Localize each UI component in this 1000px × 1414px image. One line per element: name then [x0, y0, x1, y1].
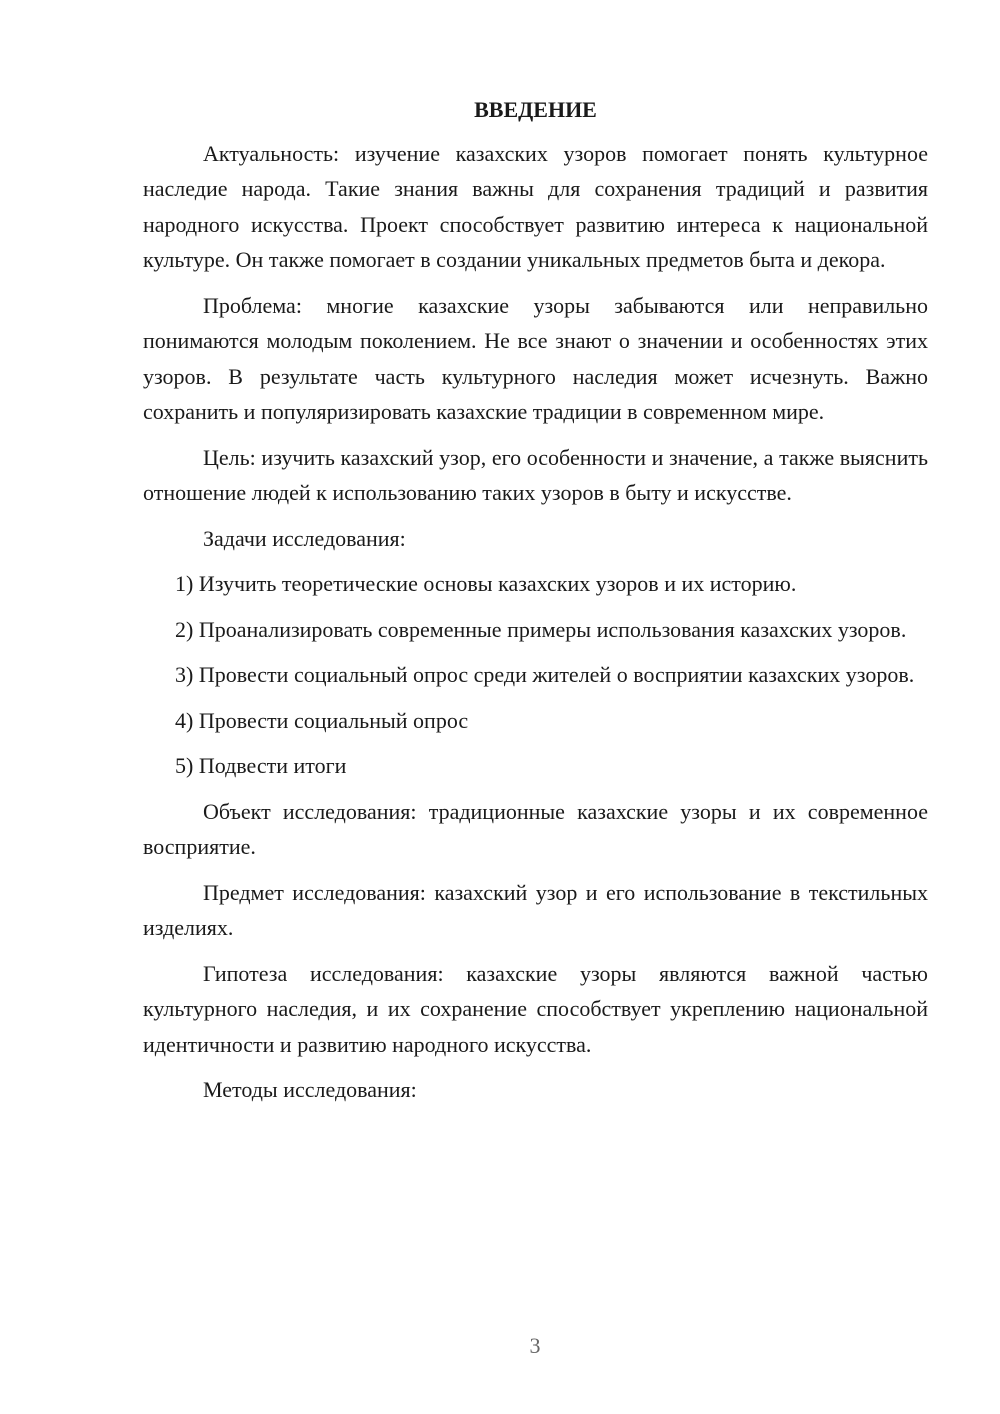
problem-paragraph: Проблема: многие казахские узоры забываются или неправильно понимаются молодым поколением. Не все знают о значении и особенностях этих узоров. В результате часть культурного наследия может исчезнуть. Важно сохранить и популяризировать казахские традиции в современном мире.: [143, 292, 928, 424]
goal-paragraph: Цель: изучить казахский узор, его особенности и значение, а также выяснить отношение людей к использованию таких узоров в быту и искусстве.: [143, 444, 928, 505]
task-item: 1) Изучить теоретические основы казахских узоров и их историю.: [175, 571, 797, 596]
object-paragraph: Объект исследования: традиционные казахские узоры и их современное восприятие.: [143, 798, 928, 859]
page-number: 3: [529, 1333, 541, 1358]
tasks-heading: Задачи исследования:: [203, 525, 406, 551]
subject-paragraph: Предмет исследования: казахский узор и его использование в текстильных изделиях.: [143, 879, 928, 940]
task-item: 3) Провести социальный опрос среди жителей о восприятии казахских узоров.: [175, 662, 915, 687]
hypothesis-paragraph: Гипотеза исследования: казахские узоры являются важной частью культурного наследия, и их сохранение способствует укреплению национальной идентичности и развитию народного искусства.: [143, 960, 928, 1057]
relevance-paragraph: Актуальность: изучение казахских узоров помогает понять культурное наследие народа. Такие знания важны для сохранения традиций и развития народного искусства. Проект способствует развитию интереса к национальной культуре. Он также помогает в создании уникальных предметов быта и декора.: [143, 140, 928, 272]
document-page: [143, 92, 928, 1118]
task-item: 4) Провести социальный опрос: [175, 707, 469, 733]
task-item: 5) Подвести итоги: [175, 753, 347, 778]
task-item: 2) Проанализировать современные примеры использования казахских узоров.: [175, 616, 907, 642]
page-title: ВВЕДЕНИЕ: [474, 97, 597, 122]
methods-heading: Методы исследования:: [203, 1077, 417, 1102]
